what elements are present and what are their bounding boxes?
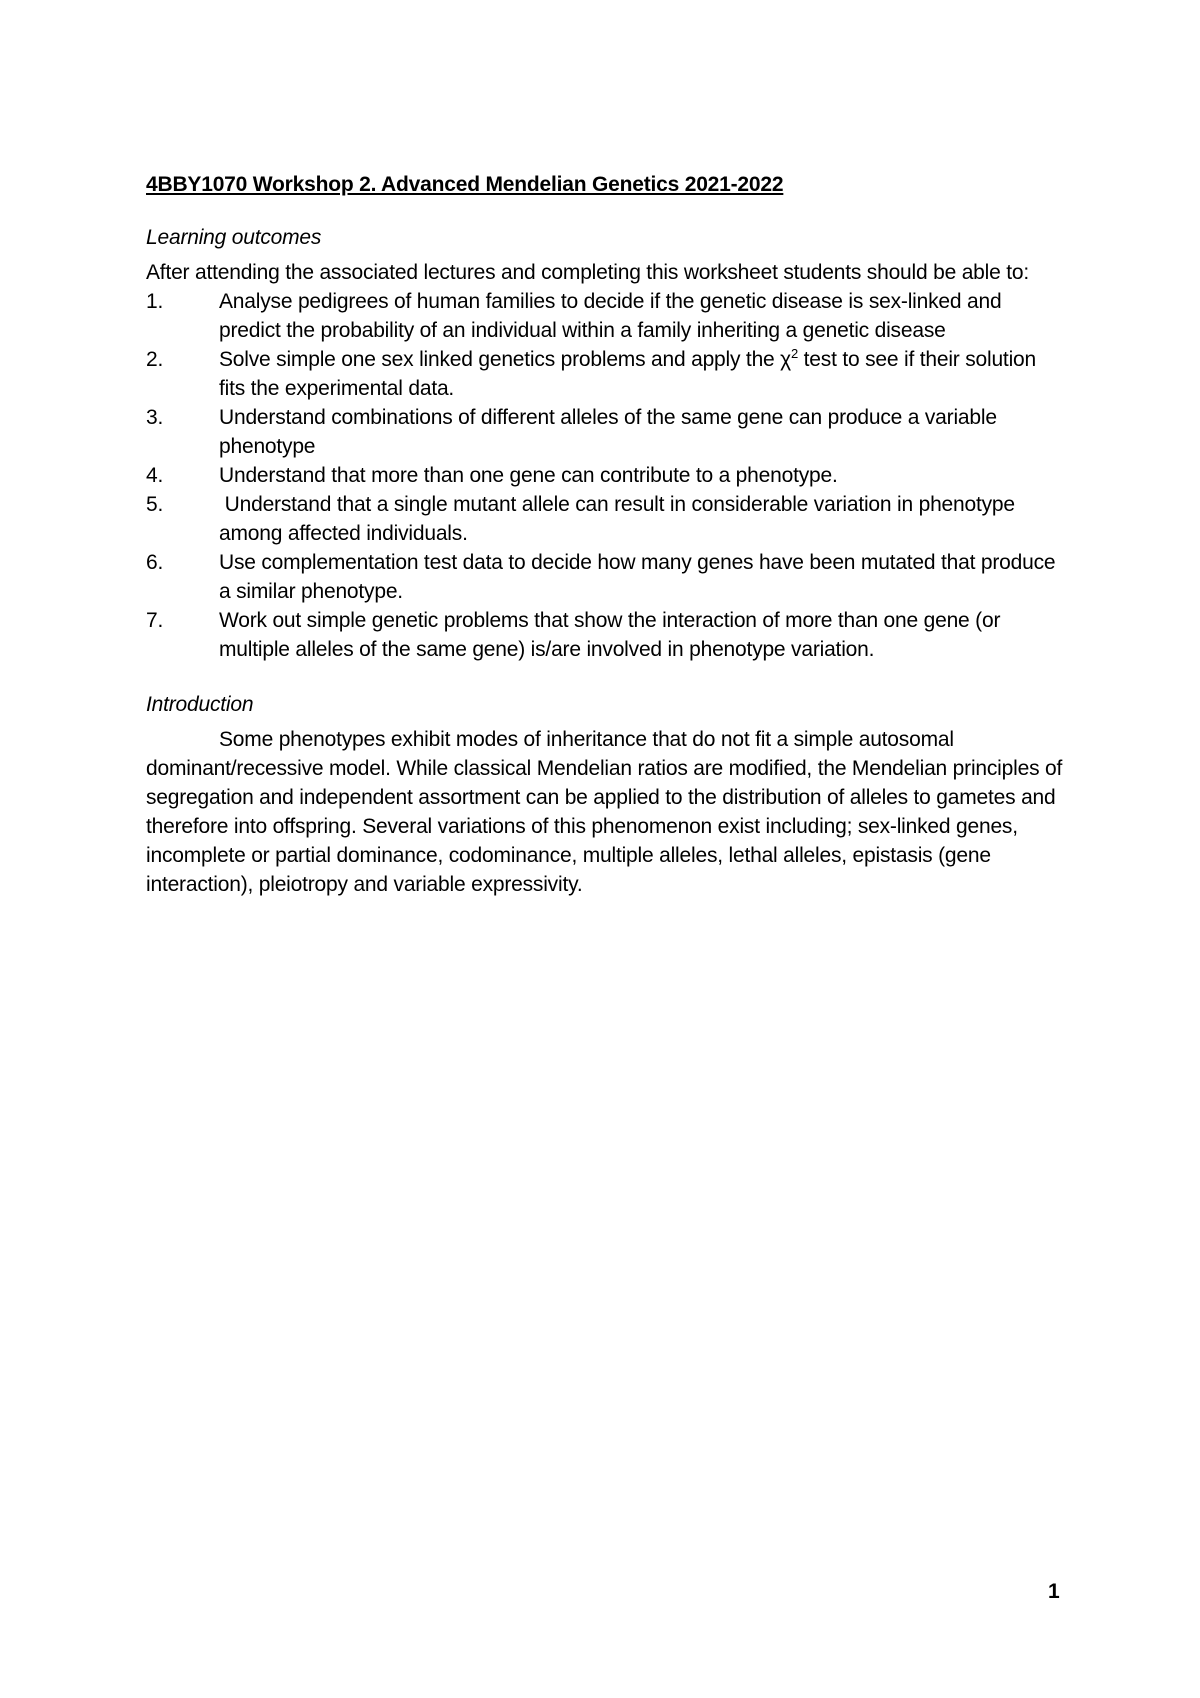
outcome-item-3	[146, 403, 1066, 461]
introduction-paragraph: Some phenotypes exhibit modes of inheritance that do not fit a simple autosomal dominant/recessive model. While classical Mendelian ratios are modified, the Mendelian principles of segregation and independent assortment can be applied to the distribution of alleles to gametes and therefore into offspring. Several variations of this phenomenon exist including; sex-linked genes, incomplete or partial dominance, codominance, multiple alleles, lethal alleles, epistasis (gene interaction), pleiotropy and variable expressivity.	[146, 728, 1063, 896]
learning-outcomes-list	[146, 287, 1066, 664]
outcome-text: Analyse pedigrees of human families to decide if the genetic disease is sex-linked and predict the probability of an individual within a family inheriting a genetic disease	[219, 290, 1002, 342]
outcome-item-1	[146, 287, 1066, 345]
outcome-number: 6.	[146, 551, 164, 574]
outcome-text-before: Solve simple one sex linked genetics problems and apply the	[219, 348, 781, 371]
chi-superscript: 2	[791, 346, 799, 361]
outcome-number: 1.	[146, 290, 164, 313]
outcome-item-2	[146, 345, 1066, 403]
outcome-number: 5.	[146, 493, 164, 516]
outcome-text: Understand that a single mutant allele can result in considerable variation in phenotype among affected individuals.	[219, 493, 1021, 545]
outcome-text: Work out simple genetic problems that show the interaction of more than one gene (or multiple alleles of the same gene) is/are involved in phenotype variation.	[219, 609, 1001, 661]
outcome-item-7	[146, 606, 1066, 664]
outcome-text: Understand that more than one gene can contribute to a phenotype.	[219, 464, 838, 487]
outcome-number: 3.	[146, 406, 164, 429]
outcome-text: Use complementation test data to decide how many genes have been mutated that produce a similar phenotype.	[219, 551, 1056, 603]
outcome-number: 7.	[146, 609, 164, 632]
outcome-number: 4.	[146, 464, 164, 487]
outcome-item-5	[146, 490, 1066, 548]
outcome-item-4	[146, 461, 1066, 490]
introduction-heading: Introduction	[146, 693, 254, 716]
outcome-number: 2.	[146, 348, 164, 371]
outcome-text: Understand combinations of different alleles of the same gene can produce a variable phenotype	[219, 406, 997, 458]
outcome-item-6	[146, 548, 1066, 606]
chi-symbol: χ	[780, 348, 791, 371]
section-spacer	[146, 664, 1066, 690]
document-title: 4BBY1070 Workshop 2. Advanced Mendelian Genetics 2021-2022	[146, 173, 784, 196]
learning-outcomes-heading: Learning outcomes	[146, 226, 322, 249]
outcome-text-after: test to see if their solution fits the experimental data.	[219, 348, 1036, 400]
outcome-text	[219, 345, 1066, 403]
learning-outcomes-intro: After attending the associated lectures and completing this worksheet students should be able to:	[146, 261, 1029, 284]
page-number: 1	[1048, 1580, 1060, 1603]
page-content	[146, 170, 1066, 899]
chi-squared-symbol	[780, 348, 798, 371]
